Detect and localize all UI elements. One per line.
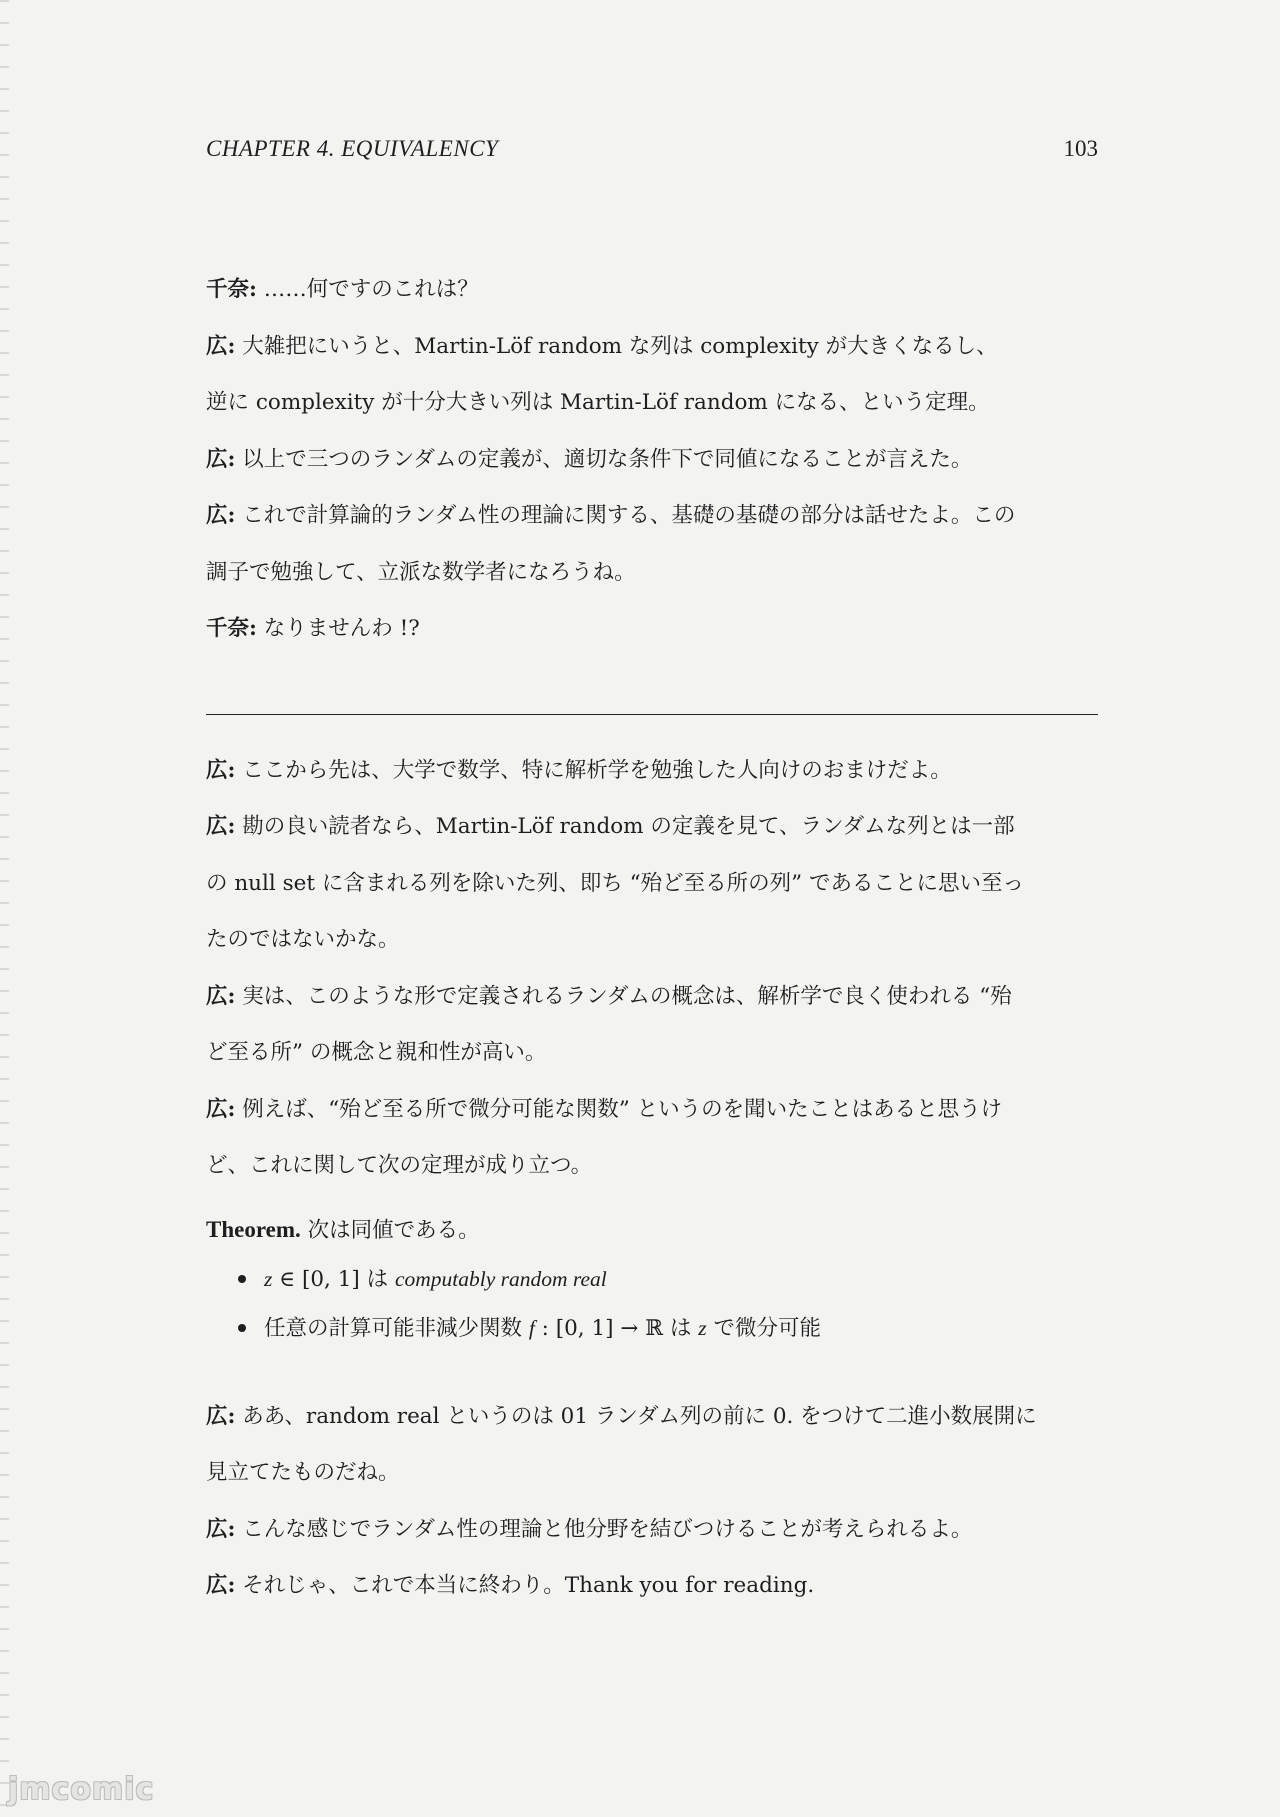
speaker-label: 千奈:	[206, 616, 257, 641]
dialogue-line	[206, 1138, 1098, 1195]
dialogue-text: 逆に complexity が十分大きい列は Martin-Löf random になる、という定理。	[206, 390, 990, 415]
dialogue-line	[206, 1502, 1098, 1559]
theorem-item-1-term: computably random real	[394, 1266, 607, 1291]
dialogue-text: なりませんわ !?	[263, 616, 420, 641]
dialogue-line	[206, 601, 1098, 658]
dialogue-section-2	[206, 743, 1098, 1195]
speaker-label: 広:	[206, 503, 236, 528]
dialogue-text: ここから先は、大学で数学、特に解析学を勉強した人向けのおまけだよ。	[242, 757, 952, 783]
dialogue-line	[206, 912, 1098, 969]
speaker-label: 広:	[206, 1516, 236, 1542]
dialogue-text: それじゃ、これで本当に終わり。Thank you for reading.	[242, 1573, 815, 1598]
chapter-title: CHAPTER 4. EQUIVALENCY	[206, 136, 499, 161]
speaker-label: 広:	[206, 983, 236, 1009]
dialogue-line	[206, 488, 1098, 545]
dialogue-text: 見立てたものだね。	[206, 1460, 400, 1485]
dialogue-text: 以上で三つのランダムの定義が、適切な条件下で同値になることが言えた。	[242, 446, 973, 472]
page-number: 103	[1063, 136, 1098, 161]
dialogue-line	[206, 969, 1098, 1026]
dialogue-line	[206, 319, 1098, 376]
page-edge	[0, 0, 9, 1817]
section-divider	[206, 714, 1098, 715]
dialogue-section-1	[206, 262, 1098, 658]
page-body	[206, 262, 1098, 1615]
dialogue-line	[206, 799, 1098, 856]
dialogue-text: 大雑把にいうと、Martin-Löf random な列は complexity が大きくなるし、	[242, 333, 998, 359]
dialogue-line	[206, 375, 1098, 432]
speaker-label: 広:	[206, 1573, 236, 1598]
dialogue-line	[206, 432, 1098, 489]
theorem-item-2	[206, 1304, 1098, 1353]
math-var-z: z	[264, 1266, 273, 1291]
dialogue-line	[206, 1025, 1098, 1082]
math-var-f: f	[528, 1315, 535, 1340]
dialogue-line	[206, 743, 1098, 800]
speaker-label: 広:	[206, 1096, 236, 1122]
dialogue-text: 例えば、“殆ど至る所で微分可能な関数” というのを聞いたことはあると思うけ	[242, 1096, 1003, 1122]
watermark-logo: jmcomic	[8, 1772, 155, 1807]
dialogue-section-3	[206, 1389, 1098, 1615]
dialogue-line	[206, 1082, 1098, 1139]
theorem-heading: Theorem.	[206, 1216, 301, 1242]
dialogue-line	[206, 262, 1098, 319]
theorem-item-2-post: で微分可能	[706, 1315, 821, 1341]
theorem-statement	[206, 1205, 1098, 1255]
dialogue-text: これで計算論的ランダム性の理論に関する、基礎の基礎の部分は話せたよ。この	[242, 503, 1016, 528]
dialogue-text: こんな感じでランダム性の理論と他分野を結びつけることが考えられるよ。	[242, 1516, 973, 1542]
dialogue-text: 調子で勉強して、立派な数学者になろうね。	[206, 559, 636, 585]
math-var-z: z	[698, 1315, 707, 1340]
bullet-icon	[238, 1324, 246, 1332]
running-head	[206, 136, 1098, 162]
dialogue-text: 勘の良い読者なら、Martin-Löf random の定義を見て、ランダムな列とは一部	[242, 814, 1015, 839]
dialogue-text: ああ、random real というのは 01 ランダム列の前に 0. をつけて二進小数展開に	[242, 1403, 1037, 1429]
dialogue-text: ど至る所” の概念と親和性が高い。	[206, 1040, 547, 1065]
dialogue-text: たのではないかな。	[206, 927, 400, 952]
theorem-block	[206, 1205, 1098, 1353]
speaker-label: 広:	[206, 446, 236, 472]
dialogue-line	[206, 545, 1098, 602]
dialogue-line	[206, 1558, 1098, 1615]
dialogue-line	[206, 856, 1098, 913]
speaker-label: 広:	[206, 1403, 236, 1429]
dialogue-text: 実は、このような形で定義されるランダムの概念は、解析学で良く使われる “殆	[242, 983, 1012, 1009]
dialogue-text: ……何ですのこれは？	[263, 277, 479, 302]
theorem-item-1-set: ∈ [0, 1] は	[272, 1266, 395, 1292]
speaker-label: 広:	[206, 757, 236, 783]
speaker-label: 広:	[206, 814, 236, 839]
theorem-item-2-map: : [0, 1] → ℝ は	[534, 1315, 699, 1341]
dialogue-line	[206, 1389, 1098, 1446]
theorem-item-1	[206, 1255, 1098, 1304]
dialogue-text: ど、これに関して次の定理が成り立つ。	[206, 1153, 593, 1178]
bullet-icon	[238, 1275, 246, 1283]
speaker-label: 広:	[206, 333, 236, 359]
dialogue-text: の null set に含まれる列を除いた列、即ち “殆ど至る所の列” であることに思い至っ	[206, 870, 1025, 896]
theorem-item-2-pre: 任意の計算可能非減少関数	[264, 1315, 529, 1341]
dialogue-line	[206, 1445, 1098, 1502]
theorem-intro: 次は同値である。	[307, 1217, 480, 1243]
speaker-label: 千奈:	[206, 277, 257, 302]
